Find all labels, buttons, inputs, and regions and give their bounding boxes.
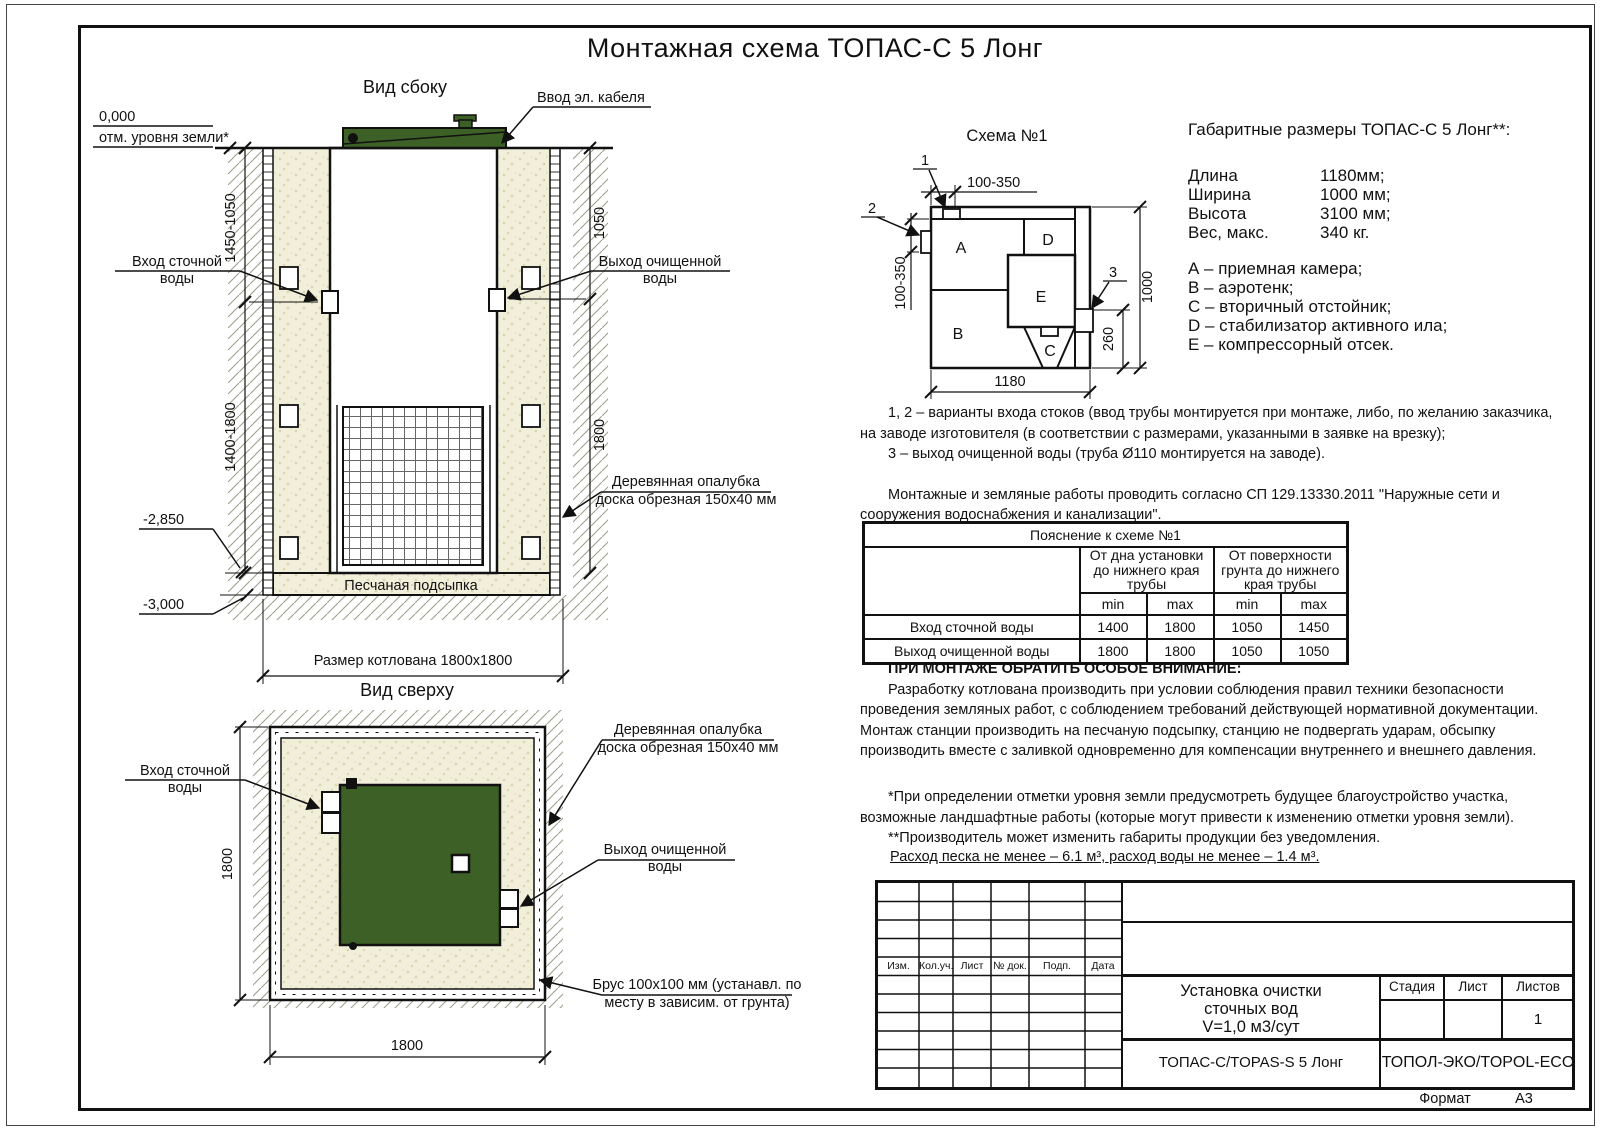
table-group-header: От поверхности грунта до нижнего края трубы	[1214, 547, 1348, 593]
compartment-c: C	[1044, 343, 1056, 360]
svg-text:Выход очищенной: Выход очищенной	[598, 254, 722, 270]
table-group-header: От дна установки до нижнего края трубы	[1080, 547, 1214, 593]
svg-text:1: 1	[920, 153, 930, 169]
svg-text:воды: воды	[642, 271, 678, 287]
stage-value	[1381, 1001, 1445, 1038]
inlet-stub	[322, 792, 340, 812]
svg-text:-3,000: -3,000	[143, 597, 185, 613]
header-izm: Изм.	[887, 960, 910, 972]
company-cell: ТОПОЛ-ЭКО/TOPOL-ECO	[1381, 1054, 1575, 1071]
min-header: min	[1080, 593, 1147, 615]
notes-block	[860, 403, 1572, 526]
footnote-2: **Производитель может изменить габариты продукции без уведомления.	[888, 830, 1381, 846]
svg-text:1800: 1800	[220, 847, 236, 881]
side-view-title: Вид сбоку	[363, 77, 447, 97]
spec-row: Длина 1180мм;	[1188, 166, 1385, 185]
spec-row: Вес, макс. 340 кг.	[1188, 223, 1370, 242]
svg-text:Брус 100х100 мм (устанавл. по: Брус 100х100 мм (устанавл. по	[592, 977, 802, 993]
svg-text:Вход сточной: Вход сточной	[131, 254, 223, 270]
tank-grid-section	[343, 407, 483, 565]
green-lid-top	[340, 785, 500, 945]
dim-left	[893, 213, 929, 310]
svg-text:Деревянная опалубка: Деревянная опалубка	[613, 722, 763, 738]
compartment-d: D	[1042, 232, 1054, 249]
schema1-title: Схема №1	[966, 127, 1048, 145]
svg-text:Вход сточной: Вход сточной	[139, 763, 231, 779]
side-view-drawing	[85, 75, 805, 700]
min-header: min	[1214, 593, 1281, 615]
schema1-drawing	[845, 125, 1180, 420]
callout-2	[861, 201, 931, 253]
note-variants: 1, 2 – варианты входа стоков (ввод трубы монтируется при монтаже, либо, по желанию заказчика, на заводе изготовителя (в соответствии с размерами, указанными в заявке на врезку);	[860, 405, 1553, 442]
specs-heading: Габаритные размеры ТОПАС-С 5 Лонг**:	[1188, 120, 1511, 139]
attention-body: Разработку котлована производить при условии соблюдения правил техники безопасности проведения земляных работ, с соблюдением требований действующей нормативной документации. Монтаж станции производить на песчаную подсыпку, станцию не подвергать ударам, обсыпку производить вместе с заливкой одновременно для компенсации внутреннего и внешнего давления.	[860, 681, 1539, 759]
svg-text:1400-1800: 1400-1800	[223, 402, 239, 472]
svg-text:воды: воды	[167, 780, 203, 796]
svg-text:260: 260	[1101, 326, 1117, 352]
page-title: Монтажная схема ТОПАС-С 5 Лонг	[586, 33, 1044, 63]
compartment-e: E	[1035, 289, 1047, 306]
stage-label: Стадия	[1381, 976, 1445, 999]
sheets-label: Листов	[1516, 979, 1560, 994]
svg-text:0,000: 0,000	[99, 109, 136, 125]
revision-grid-lines	[878, 883, 1121, 1087]
formwork-label	[549, 722, 778, 825]
svg-text:-2,850: -2,850	[143, 512, 185, 528]
svg-text:100-350: 100-350	[967, 175, 1021, 191]
consumption-note: Расход песка не менее – 6.1 м³, расход воды не менее – 1.4 м³.	[890, 849, 1320, 865]
legend-item: В – аэротенк;	[1188, 278, 1294, 297]
station-top	[322, 778, 518, 950]
top-view-drawing	[85, 680, 805, 1080]
revision-header-row	[878, 958, 1121, 975]
vent-hatch	[452, 855, 469, 872]
svg-text:3: 3	[1108, 265, 1118, 281]
header-koluch: Кол.уч.	[919, 960, 953, 972]
compartment-a: A	[955, 240, 967, 257]
stage-value-row	[1381, 1001, 1575, 1038]
header-data: Дата	[1091, 960, 1115, 972]
svg-text:доска обрезная 150х40 мм: доска обрезная 150х40 мм	[597, 740, 779, 756]
stage-header-row	[1381, 976, 1575, 1001]
green-lid	[343, 115, 506, 148]
sand-label: Песчаная подсыпка	[344, 578, 478, 594]
spec-row: Высота 3100 мм;	[1188, 204, 1391, 223]
note-sp: Монтажные и земляные работы проводить согласно СП 129.13330.2011 "Наружные сети и сооружения водоснабжения и канализации".	[860, 486, 1500, 523]
ground-level-mark	[93, 109, 236, 154]
tank-outline	[931, 207, 1090, 368]
top-view-title: Вид сверху	[360, 680, 454, 700]
station-tank	[322, 148, 505, 573]
header-podp: Подп.	[1043, 960, 1071, 972]
sheet-label: Лист	[1445, 976, 1503, 999]
title-block	[875, 880, 1575, 1090]
svg-text:1180: 1180	[994, 374, 1026, 390]
svg-text:Размер котлована 1800х1800: Размер котлована 1800х1800	[313, 653, 513, 669]
dim-260	[1094, 304, 1130, 374]
svg-text:Деревянная опалубка: Деревянная опалубка	[611, 474, 761, 490]
table-title: Пояснение к схеме №1	[864, 523, 1348, 548]
svg-text:1050: 1050	[592, 206, 608, 240]
outlet-pipe	[489, 289, 505, 311]
attention-heading: ПРИ МОНТАЖЕ ОБРАТИТЬ ОСОБОЕ ВНИМАНИЕ:	[888, 661, 1242, 677]
footnotes-block	[860, 787, 1570, 849]
svg-text:2: 2	[867, 201, 877, 217]
bottom-dimension	[264, 1005, 551, 1065]
legend-item: Е – компрессорный отсек.	[1188, 335, 1394, 354]
svg-text:воды: воды	[647, 859, 683, 875]
svg-text:Выход очищенной: Выход очищенной	[603, 842, 727, 858]
legend-item: D – стабилизатор активного ила;	[1188, 316, 1448, 335]
table-row: Выход очищенной воды 1800 1800 1050 1050	[864, 639, 1348, 664]
cable-entry-label	[502, 90, 651, 143]
header-list: Лист	[960, 960, 984, 972]
svg-text:1450-1050: 1450-1050	[223, 193, 239, 263]
svg-text:воды: воды	[159, 271, 195, 287]
stamp-line	[1123, 921, 1575, 923]
revision-grid	[878, 883, 1123, 1087]
max-header: max	[1281, 593, 1348, 615]
model-cell: ТОПАС-С/TOPAS-S 5 Лонг	[1123, 1040, 1381, 1087]
svg-text:1800: 1800	[592, 418, 608, 452]
legend-item: А – приемная камера;	[1188, 259, 1363, 278]
svg-text:1800: 1800	[390, 1038, 424, 1054]
outlet-stub	[500, 890, 518, 908]
compartment-b: B	[952, 326, 964, 343]
format-value: А3	[1515, 1091, 1533, 1107]
header-ndok: № док.	[993, 960, 1027, 972]
svg-text:1000: 1000	[1140, 270, 1156, 304]
table-row: Вход сточной воды 1400 1800 1050 1450	[864, 615, 1348, 639]
attention-block	[860, 659, 1570, 762]
footnote-1: *При определении отметки уровня земли предусмотреть будущее благоустройство участка, возможные ландшафтные работы (которые могут привести к изменению отметки уровня земли).	[860, 789, 1515, 826]
svg-text:100-350: 100-350	[893, 256, 909, 310]
legend-item: С – вторичный отстойник;	[1188, 297, 1392, 316]
format-label: Формат	[1419, 1091, 1471, 1107]
beam-label	[540, 977, 802, 1011]
svg-text:Ввод эл. кабеля: Ввод эл. кабеля	[537, 90, 645, 106]
inlet-pipe	[322, 291, 338, 313]
svg-text:месту в зависим. от грунта): месту в зависим. от грунта)	[604, 995, 790, 1011]
document-title-cell: Установка очистки сточных вод V=1,0 м3/сут	[1123, 976, 1381, 1038]
dimensions-spec-block	[1188, 120, 1588, 354]
sheets-value: 1	[1533, 1011, 1543, 1028]
svg-text:отм. уровня земли*: отм. уровня земли*	[99, 130, 229, 146]
compartment-legend	[1188, 259, 1588, 354]
table-corner-cell	[864, 547, 1080, 615]
dim-bottom	[925, 370, 1096, 399]
schema1-explanation-table	[862, 521, 1349, 665]
spec-row: Ширина 1000 мм;	[1188, 185, 1391, 204]
max-header: max	[1147, 593, 1214, 615]
sheet-value	[1445, 1001, 1503, 1038]
svg-text:доска обрезная 150х40 мм: доска обрезная 150х40 мм	[595, 492, 777, 508]
note-outlet: 3 – выход очищенной воды (труба Ø110 монтируется на заводе).	[888, 446, 1325, 462]
